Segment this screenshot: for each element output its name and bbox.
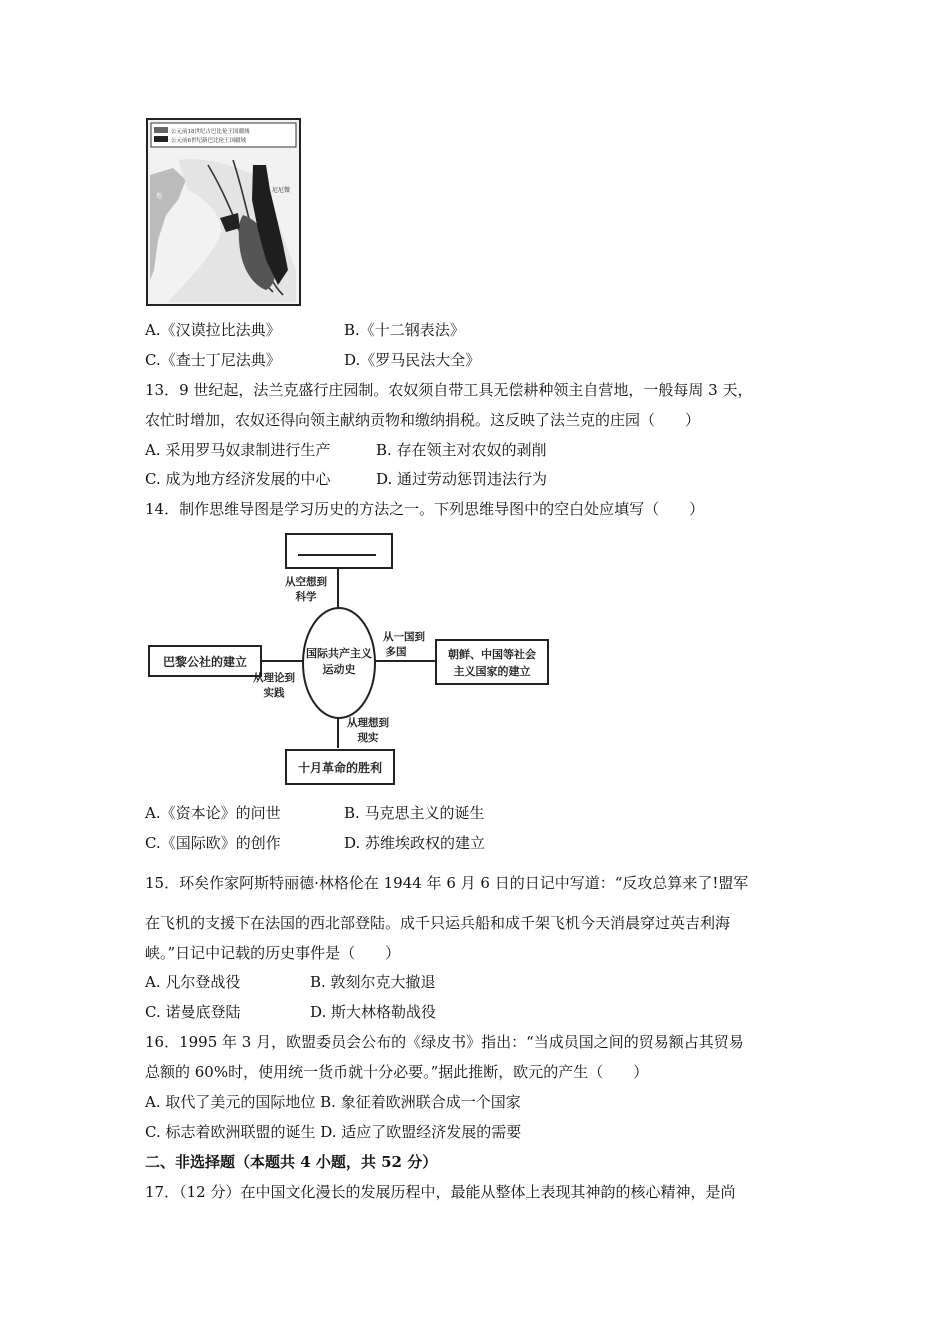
q13-option-b[interactable]: B. 存在领主对农奴的剥削 [376, 441, 547, 459]
label-top-line1: 从空想到 [285, 576, 327, 588]
q13-option-c[interactable]: C. 成为地方经济发展的中心 [145, 470, 331, 488]
map-place-label: 尼尼微 [272, 187, 291, 194]
q15-option-a[interactable]: A. 凡尔登战役 [145, 973, 241, 991]
q14-option-b[interactable]: B. 马克思主义的诞生 [344, 804, 485, 822]
mindmap-center-line2: 运动史 [322, 663, 356, 676]
label-left-line2: 实践 [263, 687, 285, 699]
sea-shape [150, 168, 186, 280]
q14-stem: 14．制作思维导图是学习历史的方法之一。下列思维导图中的空白处应填写（ ） [145, 500, 705, 518]
label-bottom-line2: 现实 [357, 732, 379, 744]
q15-stem-line3: 峡。”日记中记载的历史事件是（ ） [145, 944, 401, 962]
mindmap-right-box-line1: 朝鲜、中国等社会 [448, 648, 536, 661]
label-right-line1: 从一国到 [383, 631, 425, 643]
legend-swatch-new [154, 136, 168, 142]
q13-stem-line2: 农忙时增加，农奴还得向领主献纳贡物和缴纳捐税。这反映了法兰克的庄园（ ） [145, 411, 701, 429]
q15-option-b[interactable]: B. 敦刻尔克大撤退 [310, 973, 436, 991]
q15-option-d[interactable]: D. 斯大林格勒战役 [310, 1003, 437, 1021]
q14-option-a[interactable]: A.《资本论》的问世 [145, 804, 281, 822]
mindmap-left-box-text: 巴黎公社的建立 [162, 655, 248, 669]
q15-stem-line2: 在飞机的支援下在法国的西北部登陆。成千只运兵船和成千架飞机今天消晨穿过英吉利海 [145, 914, 731, 932]
mindmap-right-box-line2: 主义国家的建立 [453, 665, 531, 678]
map-legend-line1: 公元前18世纪古巴比伦王国疆域 [171, 129, 250, 135]
mindmap-graphic [146, 528, 552, 790]
legend-swatch-old [154, 127, 168, 133]
q16-option-cd[interactable]: C. 标志着欧洲联盟的诞生 D. 适应了欧盟经济发展的需要 [145, 1123, 522, 1141]
mindmap-bottom-box-text: 十月革命的胜利 [297, 761, 383, 775]
q16-stem-line1: 16．1995 年 3 月，欧盟委员会公布的《绿皮书》指出：“当成员国之间的贸易额占其贸易 [145, 1033, 744, 1051]
label-right-line2: 多国 [385, 646, 407, 658]
babylon-map-figure [146, 118, 301, 306]
blank-answer-box [286, 534, 392, 568]
map-sea-label: 地 [156, 193, 163, 200]
q15-stem-line1: 15．环矣作家阿斯特丽德·林格伦在 1944 年 6 月 6 日的日记中写道：“反攻总算来了!盟军 [145, 874, 749, 892]
q16-option-ab[interactable]: A. 取代了美元的国际地位 B. 象征着欧洲联合成一个国家 [145, 1093, 521, 1111]
q13-stem-line1: 13．9 世纪起，法兰克盛行庄园制。农奴须自带工具无偿耕种领主自营地，一般每周 3 天， [145, 381, 753, 399]
map-graphic [148, 120, 299, 304]
q16-stem-line2: 总额的 60%时，使用统一货币就十分必要。”据此推断，欧元的产生（ ） [145, 1063, 649, 1081]
q14-mindmap [146, 528, 552, 790]
q13-option-d[interactable]: D. 通过劳动惩罚违法行为 [376, 470, 548, 488]
q17-stem-line1: 17．（12 分）在中国文化漫长的发展历程中，最能从整体上表现其神韵的核心精神，是尚 [145, 1183, 736, 1201]
q12-option-c[interactable]: C.《查士丁尼法典》 [145, 351, 281, 369]
label-bottom-line1: 从理想到 [347, 717, 389, 729]
q13-option-a[interactable]: A. 采用罗马奴隶制进行生产 [145, 441, 331, 459]
section2-heading: 二、非选择题（本题共 4 小题，共 52 分） [145, 1153, 438, 1171]
label-left-line1: 从理论到 [253, 672, 295, 684]
mindmap-center-line1: 国际共产主义 [306, 647, 372, 660]
q12-option-b[interactable]: B.《十二钢表法》 [344, 321, 465, 339]
label-top-line2: 科学 [295, 591, 317, 603]
q14-option-c[interactable]: C.《国际欧》的创作 [145, 834, 281, 852]
q14-option-d[interactable]: D. 苏维埃政权的建立 [344, 834, 486, 852]
map-legend-line2: 公元前6世纪新巴比伦王国疆域 [171, 138, 247, 144]
q12-option-d[interactable]: D.《罗马民法大全》 [344, 351, 481, 369]
q12-option-a[interactable]: A.《汉谟拉比法典》 [145, 321, 281, 339]
q15-option-c[interactable]: C. 诺曼底登陆 [145, 1003, 241, 1021]
